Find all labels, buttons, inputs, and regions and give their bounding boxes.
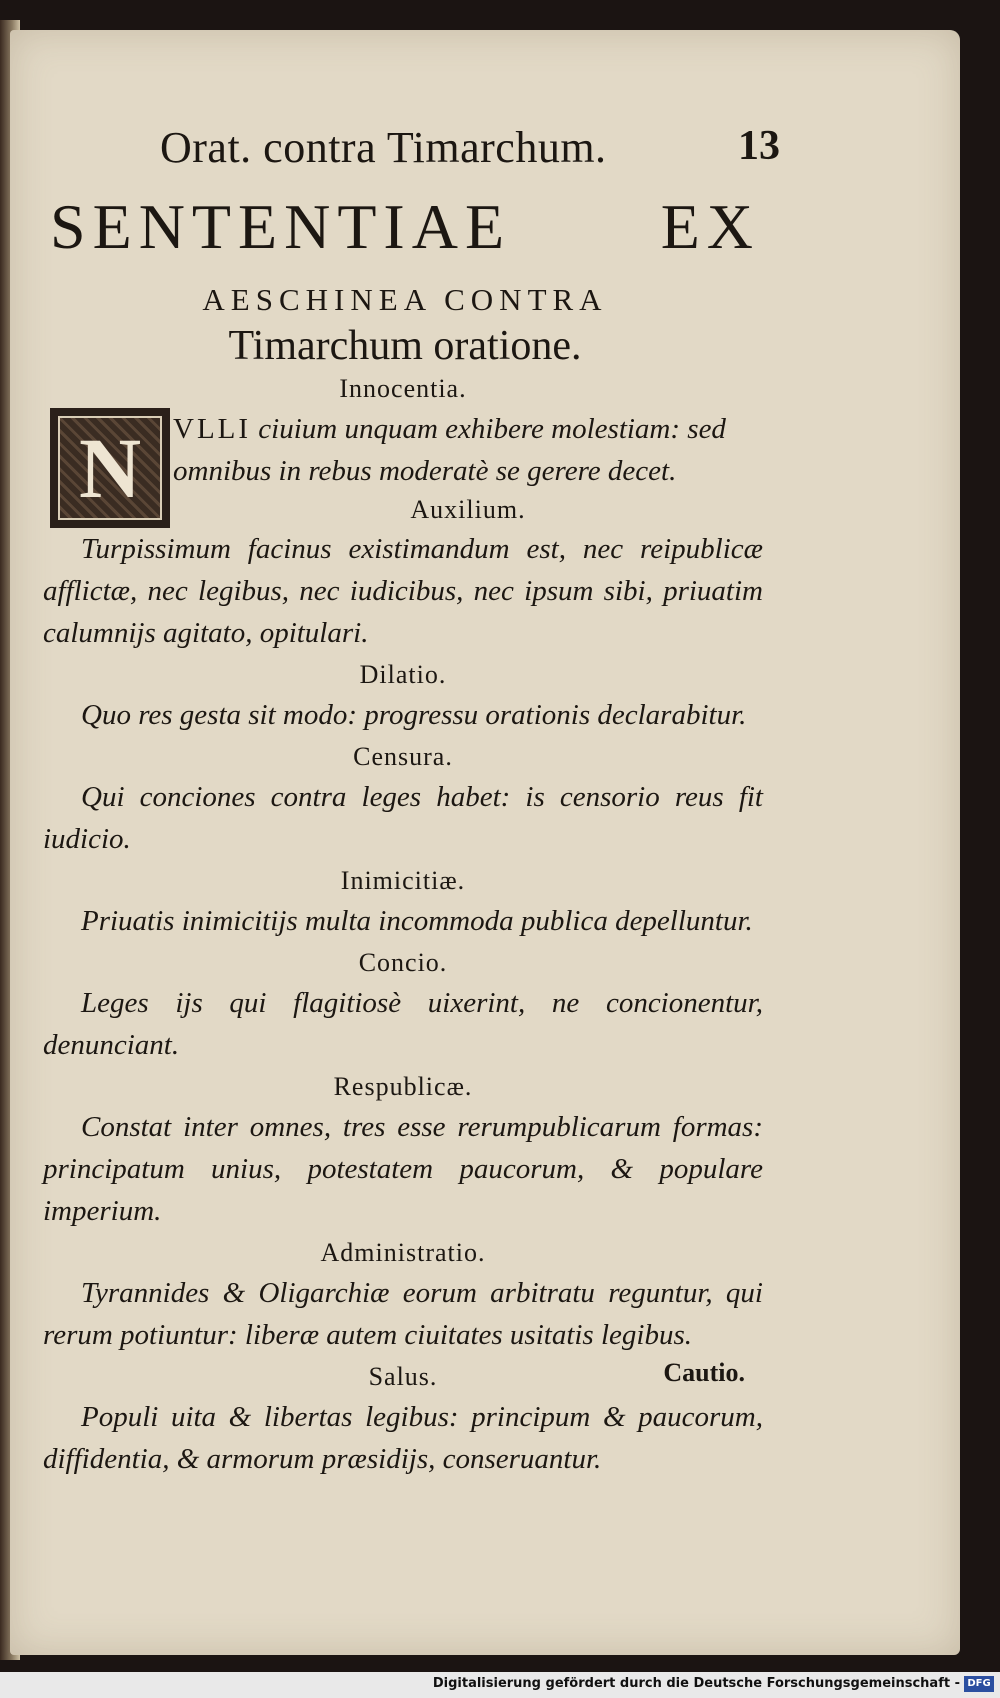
initial-ornament — [58, 416, 162, 520]
section-text: Qui conciones contra leges habet: is censorio reus fit iudicio. — [43, 781, 763, 855]
section-heading: Salus. — [368, 1362, 438, 1391]
title-line-1: SENTENTIAE EX — [50, 191, 760, 262]
initial-letter: N — [78, 420, 142, 516]
section-heading: Inimicitiæ. — [340, 866, 466, 895]
section-text: Priuatis inimicitijs multa incommoda publica depelluntur. — [81, 905, 753, 937]
running-head: Orat. contra Timarchum. — [160, 123, 607, 172]
section-text: Constat inter omnes, tres esse rerumpublicarum formas: principatum unius, potestatem paucorum, & populare imperium. — [43, 1111, 763, 1227]
footer-credit: Digitalisierung gefördert durch die Deutsche Forschungsgemeinschaft - — [432, 1676, 960, 1691]
section-heading: Concio. — [358, 948, 448, 977]
section-text — [173, 408, 763, 492]
page-body — [43, 370, 763, 1482]
section-text-body: ciuium unquam exhibere molestiam: sed omnibus in rebus moderatè se gerere decet. — [173, 413, 726, 487]
book-page — [10, 30, 960, 1655]
section-text: Leges ijs qui flagitiosè uixerint, ne concionentur, denunciant. — [43, 987, 763, 1061]
section-heading: Auxilium. — [410, 495, 526, 524]
section-heading: Dilatio. — [359, 660, 447, 689]
page-header — [50, 122, 780, 192]
page-number: 13 — [738, 123, 780, 169]
decorated-initial — [50, 408, 170, 528]
section-text: Quo res gesta sit modo: progressu orationis declarabitur. — [81, 699, 747, 731]
section-text: Populi uita & libertas legibus: principum & paucorum, diffidentia, & armorum præsidijs, conseruantur. — [43, 1401, 763, 1475]
section-text: Turpissimum facinus existimandum est, nec reipublicæ afflictæ, nec legibus, nec iudicibus, nec ipsum sibi, priuatim calumnijs agitato, opitulari. — [43, 533, 763, 649]
section-heading: Innocentia. — [339, 374, 467, 403]
section-heading: Respublicæ. — [333, 1072, 473, 1101]
initial-caps: VLLI — [173, 413, 252, 445]
section-text: Tyrannides & Oligarchiæ eorum arbitratu reguntur, qui rerum potiuntur: liberæ autem ciuitates usitatis legibus. — [43, 1277, 763, 1351]
section-heading: Censura. — [353, 742, 453, 771]
title-line-3: Timarchum oratione. — [228, 323, 582, 369]
title-line-2: AESCHINEA CONTRA — [202, 282, 608, 317]
catchword: Cautio. — [663, 1358, 745, 1387]
digitization-footer — [0, 1672, 1000, 1698]
section-heading: Administratio. — [320, 1238, 486, 1267]
dfg-logo: DFG — [964, 1676, 994, 1692]
